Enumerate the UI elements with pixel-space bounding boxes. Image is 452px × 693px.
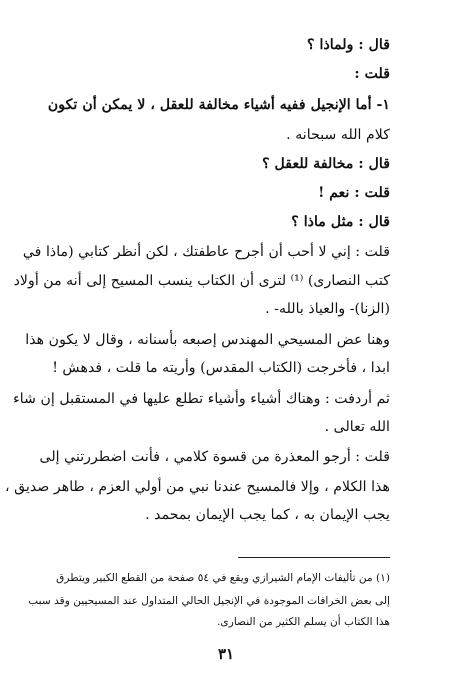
paragraph-line: وهنا عض المسيحي المهندس إصبعه بأسنانه ، وقال لا يكون هذا [25, 332, 390, 348]
paragraph-line: كتب النصارى) ⁽¹⁾ لترى أن الكتاب ينسب المسيح إلى أنه من أولاد [13, 273, 390, 289]
footnote-line: (١) من تأليفات الإمام الشيرازي ويقع في ٥٤ صفحة من القطع الكبير ويتطرق [56, 572, 390, 584]
paragraph-line: هذا الكلام ، وإلا فالمسيح عندنا نبي من أولي العزم ، طاهر صديق ، [5, 479, 390, 495]
dialogue-line: قال : مثل ماذا ؟ [291, 214, 390, 230]
dialogue-line: قلت : [354, 66, 390, 82]
paragraph-line: ابدا ، فأخرجت (الكتاب المقدس) وأريته ما قلت ، فدهش ! [52, 360, 390, 376]
paragraph-line: قلت : أرجو المعذرة من قسوة كلامي ، فأنت اضطررتني إلى [39, 449, 390, 465]
paragraph-line: ثم أردفت : وهناك أشياء وأشياء تطلع عليها في المستقبل إن شاء [13, 391, 390, 407]
footnote-line: هذا الكتاب أن يسلم الكثير من النصارى. [217, 616, 390, 628]
paragraph-line: يجب الإيمان به ، كما يجب الإيمان بمحمد . [145, 507, 390, 523]
dialogue-line: قال : ولماذا ؟ [307, 37, 390, 53]
page-number: ٣١ [217, 645, 235, 663]
paragraph-line: كلام الله سبحانه . [286, 127, 390, 143]
footnote-line: إلى بعض الخرافات الموجودة في الإنجيل الحالي المتداول عند المسيحيين وقد سبب [28, 595, 390, 607]
paragraph-line: (الزنا)- والعياذ بالله- . [265, 301, 390, 317]
footnote-separator [238, 557, 390, 558]
paragraph-line: الله تعالى . [324, 419, 390, 435]
paragraph-line: ١- أما الإنجيل ففيه أشياء مخالفة للعقل ، لا يمكن أن تكون [47, 97, 390, 113]
dialogue-line: قلت : نعم ! [318, 185, 390, 201]
paragraph-line: قلت : إني لا أحب أن أجرح عاطفتك ، لكن أنظر كتابي (ماذا في [22, 244, 390, 260]
dialogue-line: قال : مخالفة للعقل ؟ [262, 156, 390, 172]
